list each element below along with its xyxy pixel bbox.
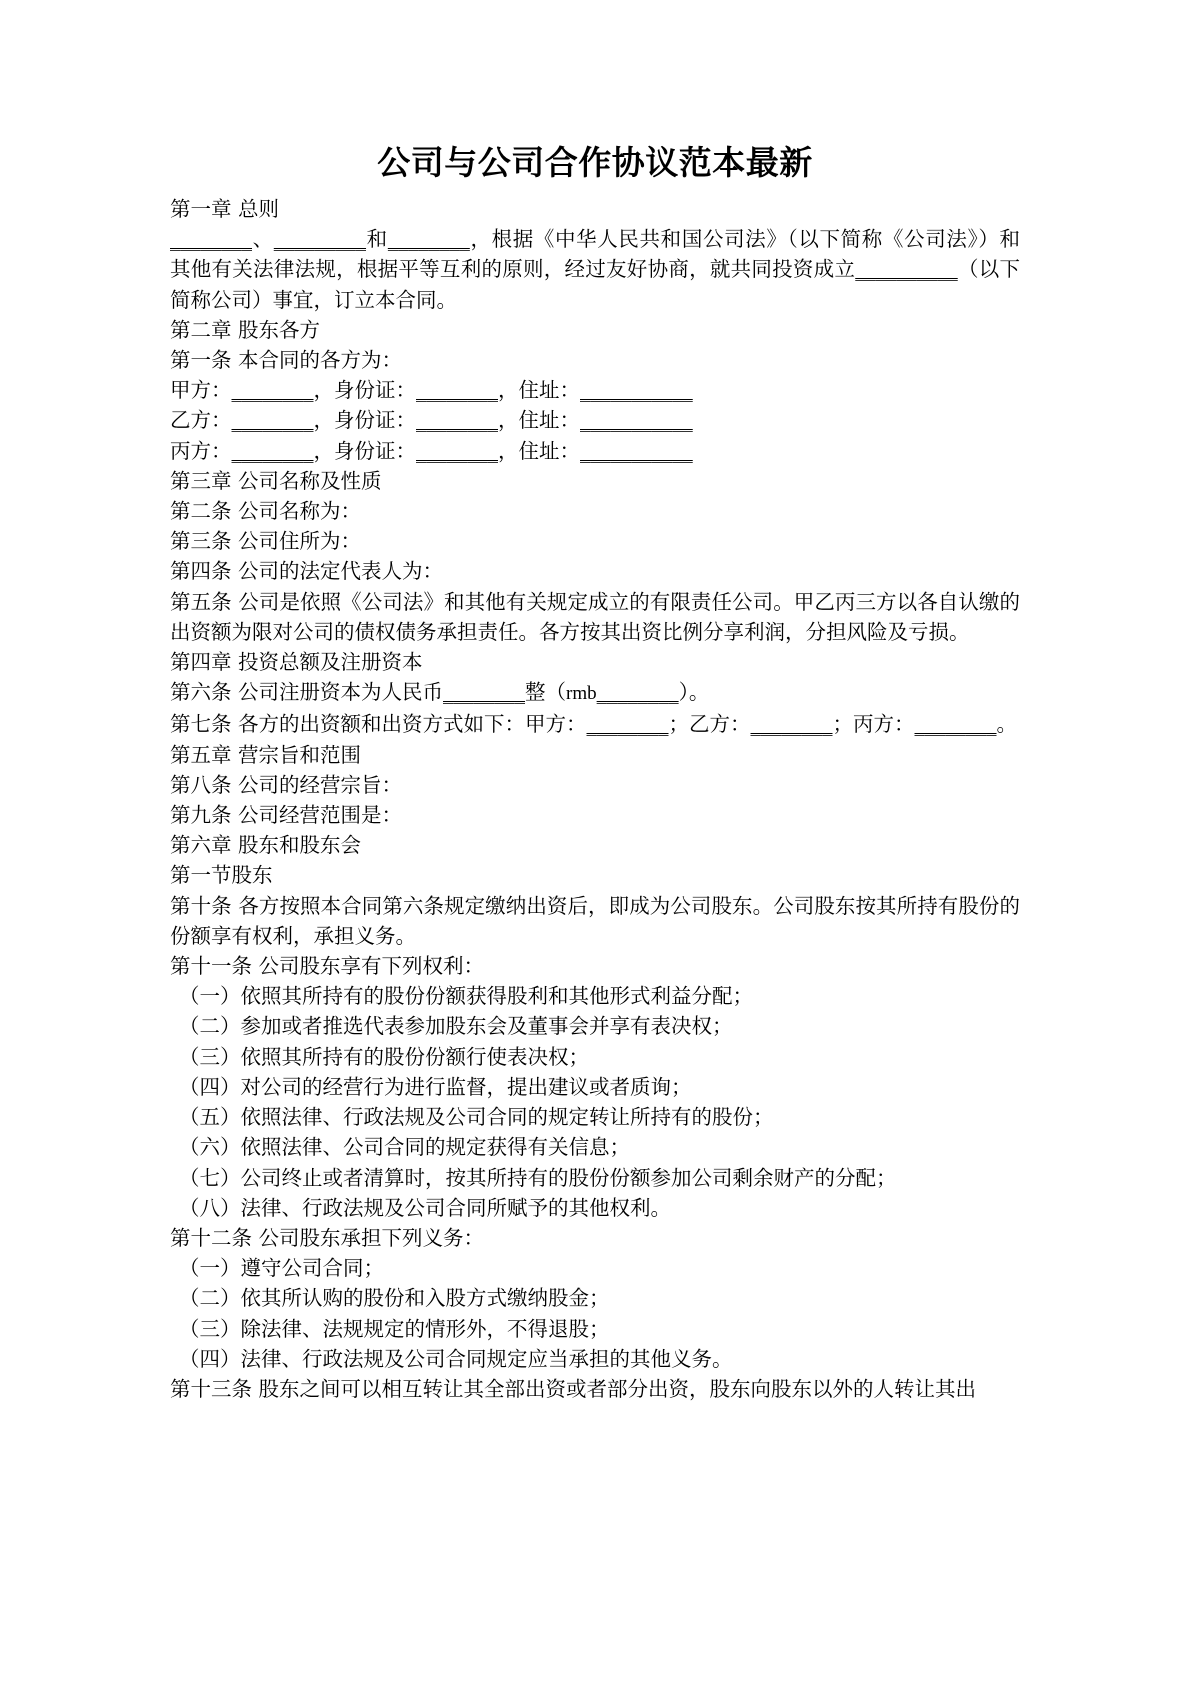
article-11-item-2: （二）参加或者推选代表参加股东会及董事会并享有表决权； xyxy=(179,1014,733,1039)
article-10: 第十条 各方按照本合同第六条规定缴纳出资后，即成为公司股东。公司股东按其所持有股份的份额享有权利，承担义务。 xyxy=(170,893,1020,948)
fill-in-blank: ________ xyxy=(416,438,498,463)
fill-in-blank: ___________ xyxy=(580,438,693,463)
fill-in-blank: ________ xyxy=(416,378,498,403)
article-7: 第七条 各方的出资额和出资方式如下：甲方：________；乙方：________；丙方：________。 xyxy=(170,712,1018,737)
page-title: 公司与公司合作协议范本最新 xyxy=(377,143,813,182)
article-12-item-4: （四）法律、行政法规及公司合同规定应当承担的其他义务。 xyxy=(179,1346,733,1371)
party-first-line: 甲方：________，身份证：________，住址：___________ xyxy=(170,378,693,403)
article-11-item-3: （三）依照其所持有的股份份额行使表决权； xyxy=(179,1044,589,1069)
currency-code-label: rmb xyxy=(566,683,597,705)
article-8: 第八条 公司的经营宗旨： xyxy=(170,772,403,797)
article-6: 第六条 公司注册资本为人民币________整（rmb________）。 xyxy=(170,680,710,705)
article-11-item-6: （六）依照法律、公司合同的规定获得有关信息； xyxy=(179,1135,630,1160)
fill-in-blank: ________ xyxy=(416,408,498,433)
article-11: 第十一条 公司股东享有下列权利： xyxy=(170,954,485,979)
article-11-item-7: （七）公司终止或者清算时，按其所持有的股份份额参加公司剩余财产的分配； xyxy=(179,1165,897,1190)
article-1: 第一条 本合同的各方为： xyxy=(170,348,403,373)
article-12-item-1: （一）遵守公司合同； xyxy=(179,1256,384,1281)
fill-in-blank: ________ xyxy=(231,378,314,403)
party-third-line: 丙方：________，身份证：________，住址：___________ xyxy=(170,438,693,463)
fill-in-blank: ________ xyxy=(443,680,526,705)
fill-in-blank: ________ xyxy=(596,680,679,705)
fill-in-blank: __________ xyxy=(855,257,958,282)
article-11-item-1: （一）依照其所持有的股份份额获得股利和其他形式利益分配； xyxy=(179,984,753,1009)
article-5: 第五条 公司是依照《公司法》和其他有关规定成立的有限责任公司。甲乙丙三方以各自认缴的出资额为限对公司的债权债务承担责任。各方按其出资比例分享利润，分担风险及亏损。 xyxy=(170,589,1020,644)
article-12: 第十二条 公司股东承担下列义务： xyxy=(170,1225,485,1250)
fill-in-blank: ___________ xyxy=(580,378,693,403)
chapter-3-heading: 第三章 公司名称及性质 xyxy=(170,468,382,493)
document-body xyxy=(170,140,1020,1404)
fill-in-blank: ________ xyxy=(750,712,833,737)
article-11-item-8: （八）法律、行政法规及公司合同所赋予的其他权利。 xyxy=(179,1195,671,1220)
fill-in-blank: ___________ xyxy=(580,408,693,433)
fill-in-blank: _________ xyxy=(273,227,367,252)
paragraph-container xyxy=(170,194,1020,1404)
article-13: 第十三条 股东之间可以相互转让其全部出资或者部分出资，股东向股东以外的人转让其出 xyxy=(170,1376,977,1401)
fill-in-blank: ________ xyxy=(387,227,470,252)
article-11-item-5: （五）依照法律、行政法规及公司合同的规定转让所持有的股份； xyxy=(179,1105,774,1130)
fill-in-blank: ________ xyxy=(586,712,669,737)
article-4: 第四条 公司的法定代表人为： xyxy=(170,559,444,584)
article-3: 第三条 公司住所为： xyxy=(170,529,362,554)
chapter-4-heading: 第四章 投资总额及注册资本 xyxy=(170,650,423,675)
fill-in-blank: ________ xyxy=(170,227,252,252)
chapter-1-body: ________、_________和________，根据《中华人民共和国公司法》（以下简称《公司法》）和其他有关法律法规，根据平等互利的原则，经过友好协商，就共同投资成立__________（以下简称公司）事宜，订立本合同。 xyxy=(170,227,1021,312)
article-12-item-2: （二）依其所认购的股份和入股方式缴纳股金； xyxy=(179,1286,610,1311)
section-1-heading: 第一节股东 xyxy=(170,863,273,888)
chapter-5-heading: 第五章 营宗旨和范围 xyxy=(170,742,362,767)
fill-in-blank: ________ xyxy=(914,712,997,737)
article-2: 第二条 公司名称为： xyxy=(170,499,362,524)
chapter-1-heading: 第一章 总则 xyxy=(170,197,280,221)
article-12-item-3: （三）除法律、法规规定的情形外，不得退股； xyxy=(179,1316,610,1341)
fill-in-blank: ________ xyxy=(231,408,314,433)
party-second-line: 乙方：________，身份证：________，住址：___________ xyxy=(170,408,693,433)
fill-in-blank: ________ xyxy=(231,438,314,463)
article-9: 第九条 公司经营范围是： xyxy=(170,803,403,828)
article-11-item-4: （四）对公司的经营行为进行监督，提出建议或者质询； xyxy=(179,1074,692,1099)
chapter-2-heading: 第二章 股东各方 xyxy=(170,317,321,342)
chapter-6-heading: 第六章 股东和股东会 xyxy=(170,833,362,858)
